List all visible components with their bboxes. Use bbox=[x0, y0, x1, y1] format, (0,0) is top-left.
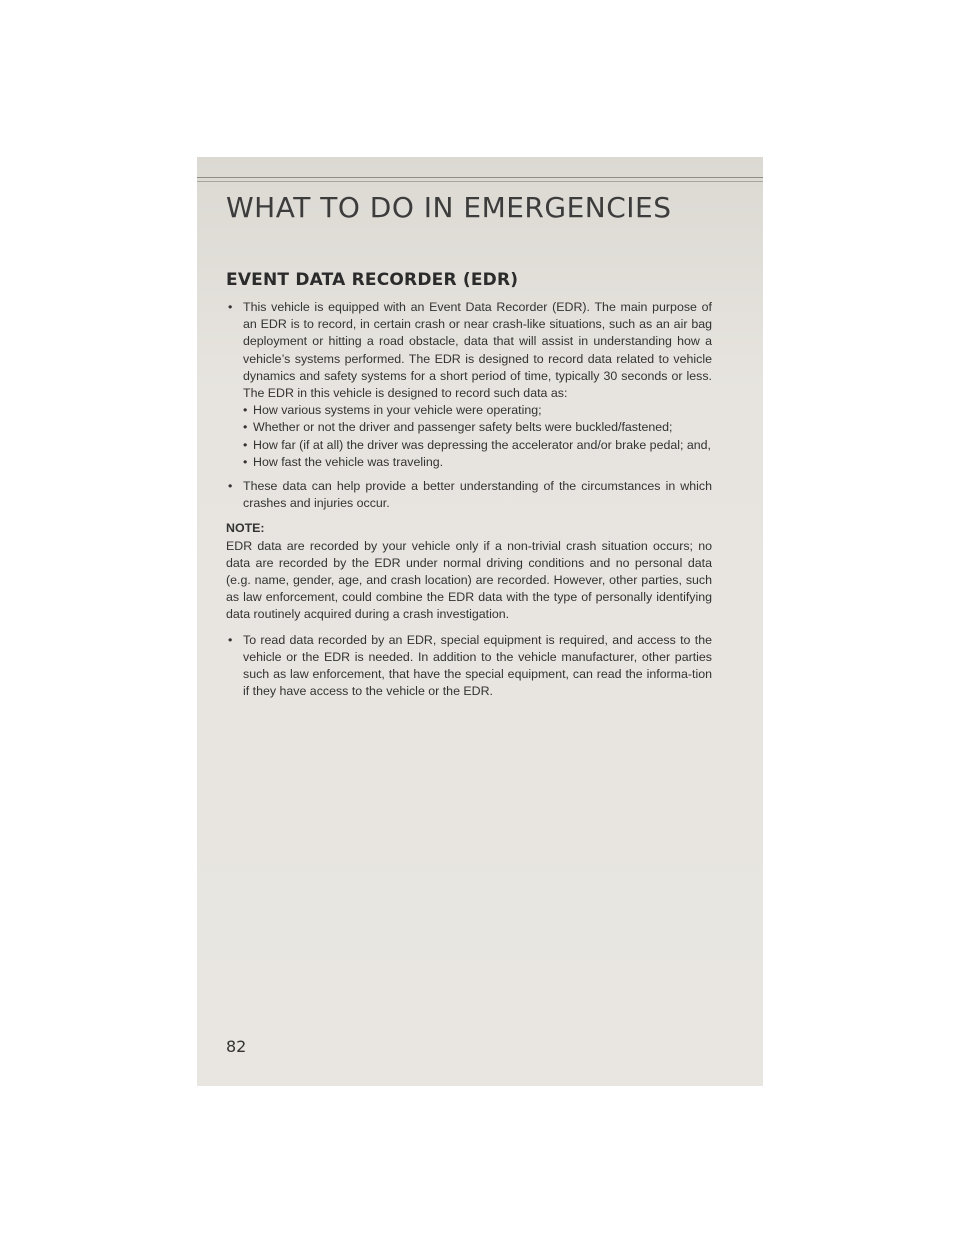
bullet-text: This vehicle is equipped with an Event Data Recorder (EDR). The main purpose of an EDR is to record, in certain crash or near crash-like situations, such as an air bag deployment or hitting a road obstacle, data that will assist in understanding how a vehicle’s systems performed. The EDR is designed to record data related to vehicle dynamics and safety systems for a short period of time, typically 30 seconds or less. The EDR in this vehicle is designed to record such data as: bbox=[243, 300, 712, 401]
bullet-glyph: • bbox=[228, 479, 233, 494]
section-content bbox=[226, 299, 712, 700]
bullet-item bbox=[226, 299, 712, 402]
bullet-glyph: • bbox=[243, 437, 248, 452]
bullet-glyph: • bbox=[243, 454, 248, 469]
bullet-item bbox=[226, 478, 712, 512]
note-body: EDR data are recorded by your vehicle only if a non-trivial crash situation occurs; no data are recorded by the EDR under normal driving conditions and no personal data (e.g. name, gender, age, and crash location) are recorded. However, other parties, such as law enforcement, could combine the EDR data with the type of personally identifying data routinely acquired during a crash investigation. bbox=[226, 538, 712, 622]
section-title: EVENT DATA RECORDER (EDR) bbox=[226, 270, 519, 290]
bullet-text: To read data recorded by an EDR, special equipment is required, and access to the vehicle or the EDR is needed. In addition to the vehicle manufacturer, other parties such as law enforcement, that have the special equipment, can read the informa-tion if they have access to the vehicle or the EDR. bbox=[243, 632, 712, 699]
bullet-glyph: • bbox=[243, 403, 248, 418]
page-number: 82 bbox=[226, 1037, 247, 1056]
sub-bullet-text: How far (if at all) the driver was depressing the accelerator and/or brake pedal; and, bbox=[253, 437, 711, 452]
bullet-item bbox=[226, 632, 712, 701]
sub-bullet-item bbox=[226, 419, 712, 436]
sub-bullet-text: How various systems in your vehicle were operating; bbox=[253, 403, 542, 418]
sub-bullet-text: How fast the vehicle was traveling. bbox=[253, 454, 444, 469]
header-rule bbox=[197, 177, 763, 178]
chapter-title: WHAT TO DO IN EMERGENCIES bbox=[226, 191, 672, 224]
header-rule-secondary bbox=[197, 181, 763, 182]
sub-bullet-list bbox=[226, 402, 712, 471]
spacer bbox=[226, 471, 712, 478]
sub-bullet-item bbox=[226, 437, 712, 454]
bullet-glyph: • bbox=[228, 300, 233, 314]
bullet-glyph: • bbox=[243, 420, 248, 435]
bullet-glyph: • bbox=[228, 632, 233, 647]
sub-bullet-text: Whether or not the driver and passenger safety belts were buckled/fastened; bbox=[253, 420, 673, 435]
bullet-text: These data can help provide a better understanding of the circumstances in which crashes and injuries occur. bbox=[243, 479, 712, 511]
sub-bullet-item bbox=[226, 402, 712, 419]
manual-page bbox=[197, 157, 763, 1086]
sub-bullet-item bbox=[226, 454, 712, 471]
note-label: NOTE: bbox=[226, 521, 265, 536]
